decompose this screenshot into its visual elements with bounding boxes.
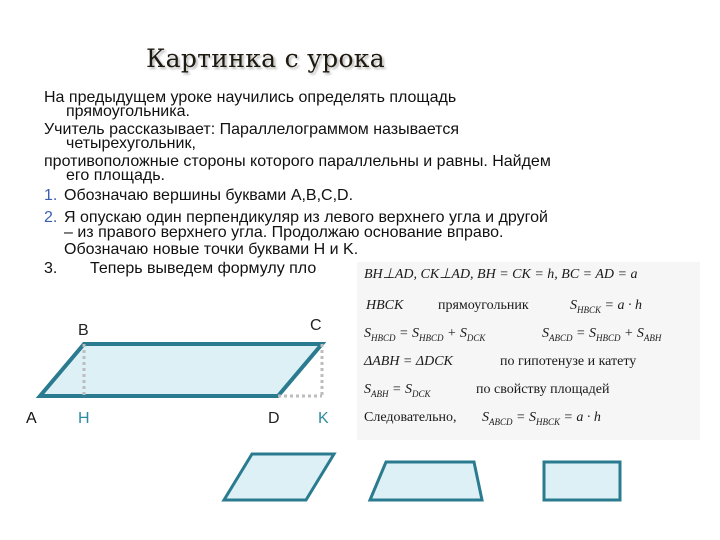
vertex-label-h: H <box>78 410 90 427</box>
formula-line-1: BH⊥AD, CK⊥AD, BH = CK = h, BC = AD = a <box>364 267 638 282</box>
formula-area-hbck: $S_{HBCK} = a \cdot h$ <box>570 298 642 315</box>
text-line-1b: прямоугольника. <box>66 103 190 120</box>
vertex-label-b: B <box>78 322 89 339</box>
formula-area-sum-1: $S_{HBCD} = S_{HBCD} + S_{DCK}$ <box>364 326 486 343</box>
small-trapezoid <box>366 456 486 506</box>
text-line-1: На предыдущем уроке научились определять площадь <box>44 89 457 106</box>
formula-reason-1: по гипотенузе и катету <box>500 354 637 369</box>
small-rectangle <box>540 458 626 504</box>
step-2-number: 2. <box>44 209 58 226</box>
formula-hbck: HBCK <box>366 298 404 313</box>
text-line-3b: его площадь. <box>66 167 165 184</box>
formula-area-equal: $S_{ABH} = S_{DCK}$ <box>364 382 431 399</box>
step-1-text: Обозначаю вершины буквами A,B,C,D. <box>64 187 354 204</box>
step-2-text-c: Обозначаю новые точки буквами H и K. <box>64 241 359 258</box>
step-2-text: Я опускаю один перпендикуляр из левого верхнего угла и другой <box>64 209 548 226</box>
formula-triangles-equal: ΔABH = ΔDCK <box>364 354 453 369</box>
small-parallelogram <box>218 448 338 506</box>
step-2-text-b: – из правого верхнего угла. Продолжаю основание вправо. <box>64 224 504 241</box>
step-3-number: 3. <box>44 260 58 277</box>
slide-title: Картинка с урока <box>146 44 385 73</box>
formula-therefore-word: Следовательно, <box>364 410 457 425</box>
step-1-number: 1. <box>44 187 58 204</box>
formula-final: $S_{ABCD} = S_{HBCK} = a \cdot h$ <box>482 410 601 427</box>
step-3-text: Теперь выведем формулу пло <box>90 260 317 277</box>
vertex-label-d: D <box>268 410 280 427</box>
formula-area-sum-2: $S_{ABCD} = S_{HBCD} + S_{ABH}$ <box>542 326 662 343</box>
formula-rectangle-word: прямоугольник <box>438 298 529 313</box>
parallelogram-figure <box>0 300 360 440</box>
text-line-2: Учитель рассказывает: Параллелограммом называется <box>44 121 459 138</box>
vertex-label-c: C <box>310 317 322 334</box>
vertex-label-k: K <box>318 410 329 427</box>
vertex-label-a: A <box>26 410 37 427</box>
text-line-2b: четырехугольник, <box>66 135 196 152</box>
parallelogram-abcd <box>40 344 322 396</box>
formula-reason-2: по свойству площадей <box>476 382 610 397</box>
text-line-3: противоположные стороны которого параллельны и равны. Найдем <box>44 153 551 170</box>
